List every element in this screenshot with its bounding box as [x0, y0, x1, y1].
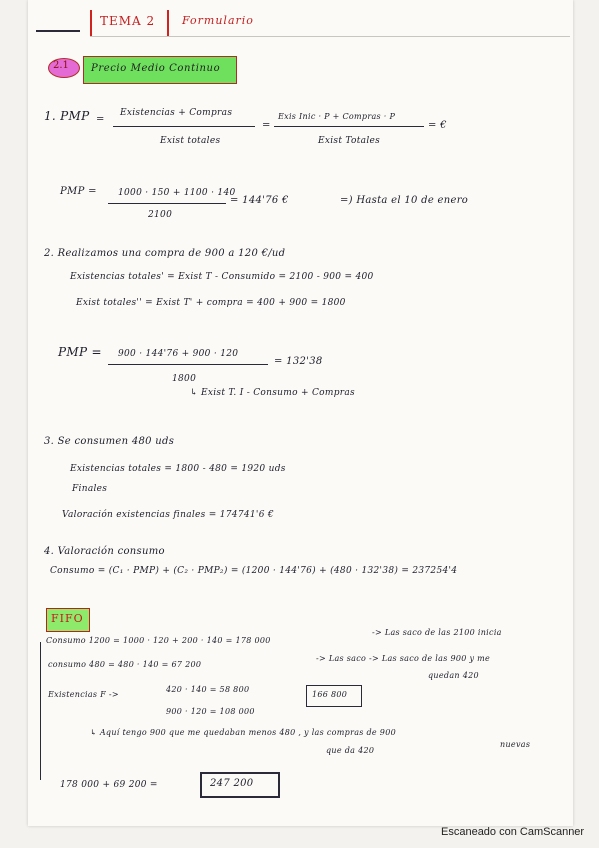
pmp-formula-den1: Exist totales [160, 136, 221, 146]
fifo-aqui-note: ↳ Aquí tengo 900 que me quedaban menos 480 , y las compras de 900 [90, 728, 396, 737]
step4-title: 4. Valoración consumo [44, 546, 165, 557]
notebook-page [28, 0, 573, 826]
step4-line: Consumo = (C₁ · PMP) + (C₂ · PMP₂) = (1200 · 144'76) + (480 · 132'38) = 237254'4 [50, 566, 458, 576]
fifo-exist1: 420 · 140 = 58 800 [166, 685, 250, 694]
fifo-line1: Consumo 1200 = 1000 · 120 + 200 · 140 = 178 000 [46, 636, 271, 645]
header-divider [90, 36, 570, 37]
step3-line1b: Finales [72, 484, 108, 494]
fifo-line2: consumo 480 = 480 · 140 = 67 200 [48, 660, 202, 669]
pmp-formula-num1: Existencias + Compras [120, 108, 233, 118]
pmp-calc-note: =) Hasta el 10 de enero [340, 195, 469, 206]
pmp-formula-label: 1. PMP [44, 109, 90, 123]
step2-line2: Exist totales'' = Exist T' + compra = 400 + 900 = 1800 [76, 298, 346, 308]
pmp-calc-numerator: 1000 · 150 + 1100 · 140 [118, 188, 236, 198]
fifo-line2-note2: quedan 420 [428, 671, 479, 680]
pmp-formula-eq1: = [96, 114, 105, 125]
fifo-brace [40, 642, 41, 780]
step2-pmp-result: = 132'38 [274, 356, 323, 367]
fraction-bar-1 [113, 126, 255, 127]
fraction-bar-3 [108, 203, 226, 204]
step2-line1: Existencias totales' = Exist T - Consumido = 2100 - 900 = 400 [70, 272, 374, 282]
pmp-formula-den2: Exist Totales [318, 136, 381, 146]
pmp-formula-num2: Exis Inic · P + Compras · P [278, 112, 396, 121]
fifo-aqui-note3: nuevas [500, 740, 531, 749]
fifo-line1-note: -> Las saco de las 2100 inicia [372, 628, 502, 637]
step2-pmp-denominator: 1800 [172, 374, 197, 384]
section-title: Precio Medio Continuo [91, 63, 221, 74]
step2-title: 2. Realizamos una compra de 900 a 120 €/ud [44, 248, 286, 259]
step3-line1a: Existencias totales = 1800 - 480 = 1920 uds [70, 464, 286, 474]
fifo-exist2: 900 · 120 = 108 000 [166, 707, 255, 716]
step2-pmp-numerator: 900 · 144'76 + 900 · 120 [118, 349, 239, 359]
fraction-bar-2 [274, 126, 424, 127]
fifo-aqui-note2: que da 420 [326, 746, 375, 755]
tema-title: TEMA 2 [100, 14, 156, 28]
pmp-calc-label: PMP = [60, 186, 97, 197]
fifo-exist-total: 166 800 [312, 690, 348, 699]
fifo-label: FIFO [51, 612, 84, 625]
fifo-final-total: 247 200 [210, 778, 254, 789]
step3-line2: Valoración existencias finales = 174741'6 € [62, 510, 274, 520]
step3-title: 3. Se consumen 480 uds [44, 436, 175, 447]
pmp-calc-denominator: 2100 [148, 210, 173, 220]
fraction-bar-4 [108, 364, 268, 365]
header-rule [36, 30, 80, 32]
camscanner-watermark: Escaneado con CamScanner [441, 826, 585, 838]
pmp-formula-result: = € [428, 120, 447, 131]
pmp-calc-result: = 144'76 € [230, 195, 289, 206]
fifo-existencias-label: Existencias F -> [48, 690, 119, 699]
fifo-line2-note: -> Las saco -> Las saco de las 900 y me [316, 654, 491, 663]
section-number: 2.1 [53, 60, 69, 71]
fifo-final-sum: 178 000 + 69 200 = [60, 780, 158, 790]
step2-arrow-note: ↳ Exist T. I - Consumo + Compras [190, 388, 355, 398]
step2-pmp-label: PMP = [58, 345, 102, 359]
subject-title: Formulario [182, 14, 254, 27]
pmp-formula-eq2: = [262, 120, 271, 131]
